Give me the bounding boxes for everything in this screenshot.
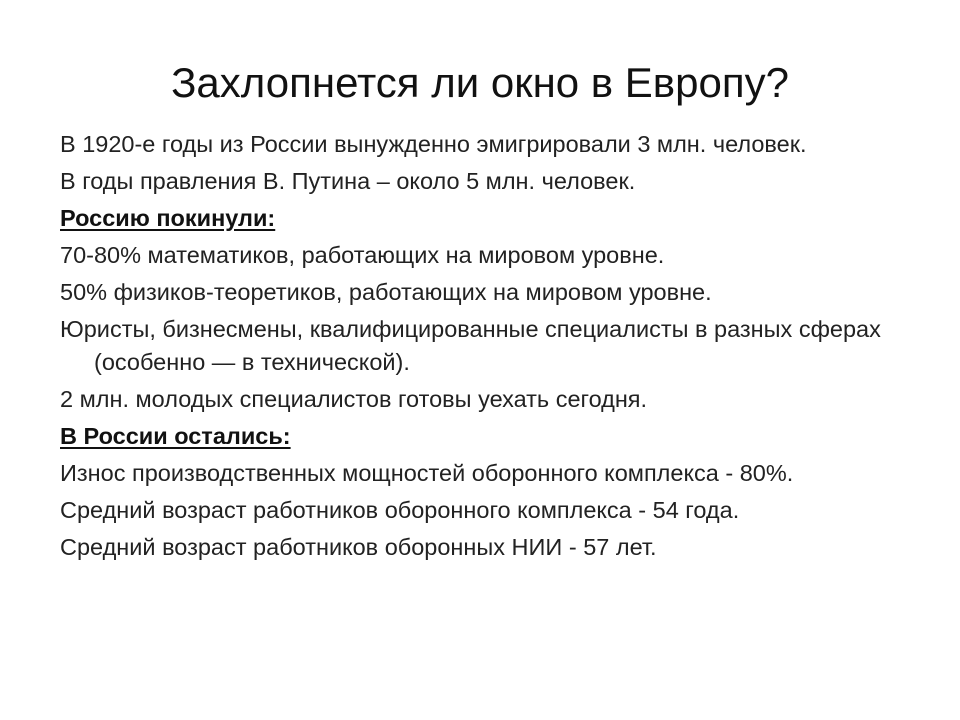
paragraph-defense-age: Средний возраст работников оборонного комплекса - 54 года.: [60, 497, 740, 523]
heading-left-russia: Россию покинули:: [60, 205, 276, 231]
paragraph-research-age: Средний возраст работников оборонных НИИ - 57 лет.: [60, 534, 657, 560]
paragraph-mathematicians: 70-80% математиков, работающих на мировом уровне.: [60, 242, 665, 268]
heading-remained-in-russia: В России остались:: [60, 423, 291, 449]
paragraph-physicists: 50% физиков-теоретиков, работающих на мировом уровне.: [60, 279, 712, 305]
paragraph-young-specialists: 2 млн. молодых специалистов готовы уехать сегодня.: [60, 386, 648, 412]
paragraph-emigration-1920s: В 1920-е годы из России вынужденно эмигрировали 3 млн. человек.: [60, 131, 807, 157]
paragraph-specialists: Юристы, бизнесмены, квалифицированные специалисты в разных сферах (особенно — в технической).: [60, 316, 881, 375]
slide-title: Захлопнется ли окно в Европу?: [171, 59, 789, 106]
paragraph-defense-wear: Износ производственных мощностей оборонного комплекса - 80%.: [60, 460, 794, 486]
paragraph-emigration-putin: В годы правления В. Путина – около 5 млн. человек.: [60, 168, 636, 194]
slide-body: [60, 128, 920, 568]
